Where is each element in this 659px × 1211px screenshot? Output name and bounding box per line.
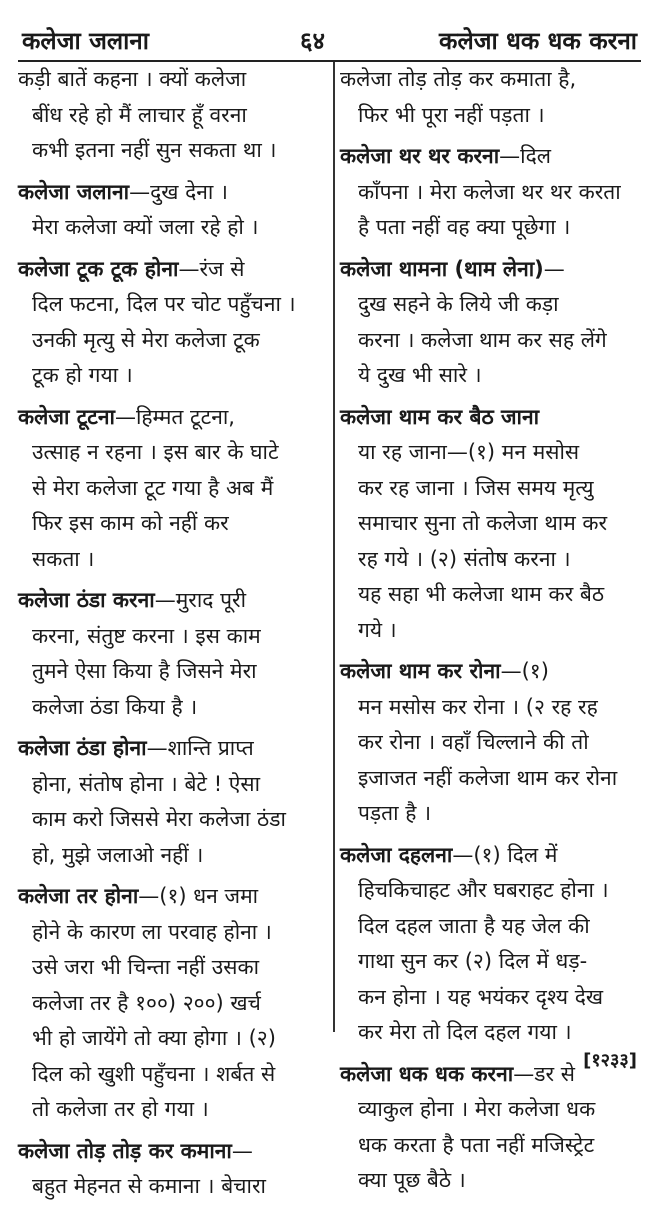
entry-text: दिल फटना, दिल पर चोट पहुँचना । <box>32 292 296 316</box>
entry-line <box>18 323 323 359</box>
entry-text: करना । कलेजा थाम कर सह लेंगे <box>358 327 607 352</box>
entry-text: से मेरा कलेजा टूट गया है अब मैं <box>32 475 274 500</box>
entry-line <box>340 506 638 542</box>
dictionary-entry <box>18 252 323 394</box>
entry-text: —शान्ति प्राप्त <box>146 736 254 760</box>
entry-line <box>340 1015 638 1051</box>
entry-text: रह गये । (२) संतोष करना । <box>358 546 571 571</box>
entry-line <box>18 435 323 471</box>
entry-text: या रह जाना—(१) मन मसोस <box>358 440 580 464</box>
entry-headword: कलेजा थाम कर रोना <box>340 659 501 683</box>
entry-text: होने के कारण ला परवाह होना । <box>32 919 272 944</box>
entry-line <box>340 613 638 649</box>
dictionary-entry <box>340 252 638 394</box>
header-right-guideword: कलेजा धक धक करना <box>439 27 637 55</box>
entry-headword: कलेजा जलाना <box>18 179 130 204</box>
entry-text: मेरा कलेजा क्यों जला रहे हो । <box>32 215 259 239</box>
entry-line <box>18 1169 323 1205</box>
entry-line <box>18 287 323 323</box>
entry-line <box>18 133 323 169</box>
entry-text: गाथा सुन कर (२) दिल में धड़- <box>358 949 588 973</box>
dictionary-entry <box>18 1134 323 1205</box>
entry-line <box>340 98 638 134</box>
entry-first-line <box>340 62 638 98</box>
entry-first-line <box>18 400 323 436</box>
entry-headword: कलेजा टूक टूक होना <box>18 256 179 281</box>
entry-text: पड़ता है । <box>358 801 432 825</box>
entry-text: तो कलेजा तर हो गया । <box>32 1097 209 1121</box>
entry-text: —डर से <box>513 1061 575 1086</box>
entry-headword: कलेजा टूटना <box>18 404 115 429</box>
entry-headword: कलेजा तर होना <box>18 884 139 908</box>
entry-line <box>340 471 638 507</box>
entry-line <box>340 323 638 359</box>
footer-mark: [१२३३] <box>583 1050 637 1071</box>
entry-line <box>340 1092 638 1128</box>
entry-line <box>18 690 323 726</box>
entry-text: टूक हो गया । <box>32 363 133 387</box>
entry-line <box>340 175 638 211</box>
entry-text: करना, संतुष्ट करना । इस काम <box>32 623 261 648</box>
entry-text: व्याकुल होना । मेरा कलेजा धक <box>358 1097 596 1121</box>
entry-first-line <box>18 1134 323 1170</box>
entry-text: बींध रहे हो मैं लाचार हूँ वरना <box>32 102 247 127</box>
right-column <box>340 62 638 1205</box>
dictionary-entry <box>340 1057 638 1199</box>
entry-first-line <box>18 731 323 767</box>
entry-line <box>340 690 638 726</box>
entry-line <box>18 542 323 578</box>
page-number: ६४ <box>300 27 325 55</box>
entry-text: —मुराद पूरी <box>154 588 247 612</box>
entry-text: हिचकिचाहट और घबराहट होना । <box>358 878 609 902</box>
entry-line <box>18 1057 323 1093</box>
entry-text: —रंज से <box>178 256 245 281</box>
entry-text: उनकी मृत्यु से मेरा कलेजा टूक <box>32 327 260 352</box>
entry-headword: कलेजा थाम कर बैठ जाना <box>340 404 540 429</box>
entry-text: ये दुख भी सारे । <box>358 363 482 387</box>
entry-text: तुमने ऐसा किया है जिसने मेरा <box>32 659 257 683</box>
entry-line <box>18 1092 323 1128</box>
entry-text: इजाजत नहीं कलेजा थाम कर रोना <box>358 765 618 790</box>
entry-line <box>340 1128 638 1164</box>
entry-text: उत्साह न रहना । इस बार के घाटे <box>32 440 279 464</box>
dictionary-entry <box>340 654 638 832</box>
entry-text: भी हो जायेंगे तो क्या होगा । (२) <box>32 1026 276 1050</box>
entry-text: गये । <box>358 617 397 642</box>
entry-headword: कलेजा थामना (थाम लेना) <box>340 256 544 281</box>
entry-text: बहुत मेहनत से कमाना । बेचारा <box>32 1174 266 1198</box>
entry-line <box>18 915 323 951</box>
entry-text: काम करो जिससे मेरा कलेजा ठंडा <box>32 807 286 831</box>
dictionary-entry <box>340 400 638 649</box>
entry-line <box>18 802 323 838</box>
entry-text: यह सहा भी कलेजा थाम कर बैठ <box>358 582 605 606</box>
column-divider <box>333 62 335 1032</box>
dictionary-entry <box>340 838 638 1051</box>
entry-first-line <box>18 879 323 915</box>
entry-text: —दुख देना । <box>129 179 228 204</box>
entry-headword: कलेजा थर थर करना <box>340 144 500 168</box>
entry-text: —(१) धन जमा <box>138 884 259 908</box>
entry-text: फिर भी पूरा नहीं पड़ता । <box>358 102 545 127</box>
entry-line <box>18 950 323 986</box>
entry-text: कर मेरा तो दिल दहल गया । <box>358 1020 572 1044</box>
entry-line <box>340 1163 638 1199</box>
entry-line <box>18 654 323 690</box>
entry-text: सकता । <box>32 546 95 571</box>
entry-first-line <box>340 838 638 874</box>
entry-text: — <box>231 1138 253 1163</box>
entry-first-line <box>18 62 323 98</box>
entry-headword: कलेजा तोड़ तोड़ कर कमाना <box>18 1138 232 1163</box>
left-column <box>18 62 323 1211</box>
entry-line <box>340 909 638 945</box>
entry-line <box>340 577 638 613</box>
entry-headword: कलेजा ठंडा करना <box>18 588 155 612</box>
entry-line <box>18 358 323 394</box>
entry-line <box>18 767 323 803</box>
entry-text: कड़ी बातें कहना । क्यों कलेजा <box>18 67 247 91</box>
entry-line <box>340 725 638 761</box>
entry-line <box>340 542 638 578</box>
entry-line <box>340 980 638 1016</box>
entry-text: हो, मुझे जलाओ नहीं । <box>32 842 204 867</box>
entry-line <box>340 358 638 394</box>
entry-text: काँपना । मेरा कलेजा थर थर करता <box>358 179 621 204</box>
entry-text: कलेजा तर है १००) २००) खर्च <box>32 990 261 1015</box>
entry-first-line <box>340 252 638 288</box>
entry-line <box>18 619 323 655</box>
entry-headword: कलेजा दहलना <box>340 842 453 867</box>
entry-text: समाचार सुना तो कलेजा थाम कर <box>358 511 608 535</box>
entry-first-line <box>18 252 323 288</box>
entry-text: कन होना । यह भयंकर दृश्य देख <box>358 984 604 1009</box>
entry-text: उसे जरा भी चिन्ता नहीं उसका <box>32 955 260 979</box>
dictionary-entry <box>18 879 323 1128</box>
entry-line <box>340 944 638 980</box>
entry-line <box>340 873 638 909</box>
dictionary-entry <box>18 175 323 246</box>
entry-text: कलेजा तोड़ तोड़ कर कमाता है, <box>340 67 577 91</box>
dictionary-entry <box>18 583 323 725</box>
entry-text: कर रह जाना । जिस समय मृत्यु <box>358 475 594 500</box>
entry-text: दिल दहल जाता है यह जेल की <box>358 913 590 938</box>
entry-line <box>18 1021 323 1057</box>
entry-text: होना, संतोष होना । बेटे ! ऐसा <box>32 771 261 796</box>
entry-line <box>18 98 323 134</box>
entry-headword: कलेजा ठंडा होना <box>18 736 147 760</box>
entry-line <box>340 761 638 797</box>
entry-line <box>18 506 323 542</box>
entry-line <box>340 435 638 471</box>
entry-text: मन मसोस कर रोना । (२ रह रह <box>358 694 598 719</box>
entry-text: —(१) <box>500 659 549 683</box>
entry-text: कलेजा ठंडा किया है । <box>32 694 198 719</box>
entry-line <box>340 287 638 323</box>
entry-text: दिल को खुशी पहुँचना । शर्बत से <box>32 1061 276 1086</box>
entry-text: क्या पूछ बैठे । <box>358 1168 466 1192</box>
dictionary-entry <box>340 139 638 246</box>
entry-first-line <box>18 175 323 211</box>
dictionary-entry <box>340 62 638 133</box>
header-left-guideword: कलेजा जलाना <box>22 27 149 55</box>
entry-text: धक करता है पता नहीं मजिस्ट्रेट <box>358 1132 595 1157</box>
entry-text: है पता नहीं वह क्या पूछेगा । <box>358 215 571 239</box>
entry-first-line <box>340 400 638 436</box>
entry-text: —(१) दिल में <box>452 842 558 867</box>
entry-line <box>18 471 323 507</box>
entry-headword: कलेजा धक धक करना <box>340 1061 514 1086</box>
entry-line <box>18 838 323 874</box>
dictionary-entry <box>18 731 323 873</box>
entry-text: — <box>543 256 565 281</box>
entry-line <box>18 210 323 246</box>
dictionary-entry <box>18 62 323 169</box>
dictionary-entry <box>18 400 323 578</box>
entry-text: फिर इस काम को नहीं कर <box>32 511 229 535</box>
entry-line <box>18 986 323 1022</box>
entry-first-line <box>340 654 638 690</box>
entry-text: कभी इतना नहीं सुन सकता था । <box>32 138 277 162</box>
entry-text: कर रोना । वहाँ चिल्लाने की तो <box>358 730 589 754</box>
entry-line <box>340 210 638 246</box>
entry-text: —हिम्मत टूटना, <box>114 404 235 429</box>
entry-line <box>340 796 638 832</box>
entry-first-line <box>18 583 323 619</box>
page-header <box>0 20 659 60</box>
entry-text: दुख सहने के लिये जी कड़ा <box>358 292 559 316</box>
entry-text: —दिल <box>499 144 551 168</box>
entry-first-line <box>340 139 638 175</box>
